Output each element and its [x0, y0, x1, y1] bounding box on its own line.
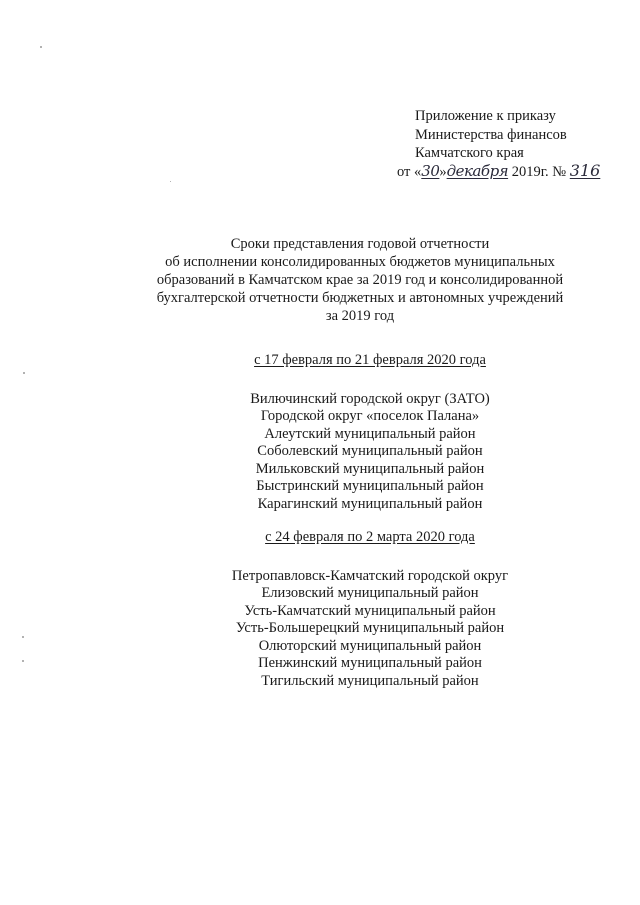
list-item: Мильковский муниципальный район: [255, 460, 485, 477]
title-line: Сроки представления годовой отчетности: [230, 236, 490, 252]
scan-speck: [40, 46, 42, 48]
list-item: Усть-Камчатский муниципальный район: [244, 602, 496, 619]
title-line: образований в Камчатском крае за 2019 год и консолидированной: [156, 272, 564, 288]
title-line: за 2019 год: [325, 308, 395, 324]
period-heading: с 24 февраля по 2 марта 2020 года: [265, 529, 475, 545]
date-close-quote: »: [439, 164, 447, 180]
scan-speck: [22, 636, 24, 638]
header-line-1: Приложение к приказу: [415, 108, 556, 124]
municipality-list: [200, 568, 540, 691]
list-item: Елизовский муниципальный район: [261, 585, 479, 601]
list-item: Петропавловск-Камчатский городской округ: [231, 567, 509, 584]
list-item: Городской округ «поселок Палана»: [260, 408, 480, 424]
appendix-header: [397, 107, 601, 180]
period-heading: с 17 февраля по 21 февраля 2020 года: [254, 352, 486, 368]
list-item: Соболевский муниципальный район: [257, 443, 483, 459]
header-line-3: Камчатского края: [415, 145, 524, 161]
scan-speck: [170, 181, 171, 182]
list-item: Алеутский муниципальный район: [264, 425, 476, 442]
list-item: Карагинский муниципальный район: [257, 495, 483, 512]
handwritten-month: декабря: [446, 162, 509, 180]
scan-speck: [22, 660, 24, 662]
handwritten-day: 30: [421, 162, 440, 180]
list-item: Пенжинский муниципальный район: [258, 655, 482, 671]
deadline-group-1: [200, 352, 540, 513]
list-item: Усть-Большерецкий муниципальный район: [235, 620, 505, 636]
deadline-group-2: [200, 529, 540, 690]
date-year: 2019г. №: [508, 164, 570, 180]
handwritten-order-number: 316: [569, 161, 601, 180]
municipality-list: [200, 391, 540, 514]
date-prefix: от «: [397, 164, 422, 180]
order-date-line: [397, 162, 600, 182]
list-item: Тигильский муниципальный район: [261, 672, 479, 689]
list-item: Быстринский муниципальный район: [256, 478, 484, 494]
list-item: Олюторский муниципальный район: [258, 637, 482, 654]
scan-speck: [23, 372, 25, 374]
title-line: об исполнении консолидированных бюджетов муниципальных: [165, 254, 555, 270]
document-title: [120, 235, 600, 325]
title-line: бухгалтерской отчетности бюджетных и автономных учреждений: [156, 290, 564, 306]
header-line-2: Министерства финансов: [415, 126, 567, 143]
list-item: Вилючинский городской округ (ЗАТО): [250, 390, 490, 407]
